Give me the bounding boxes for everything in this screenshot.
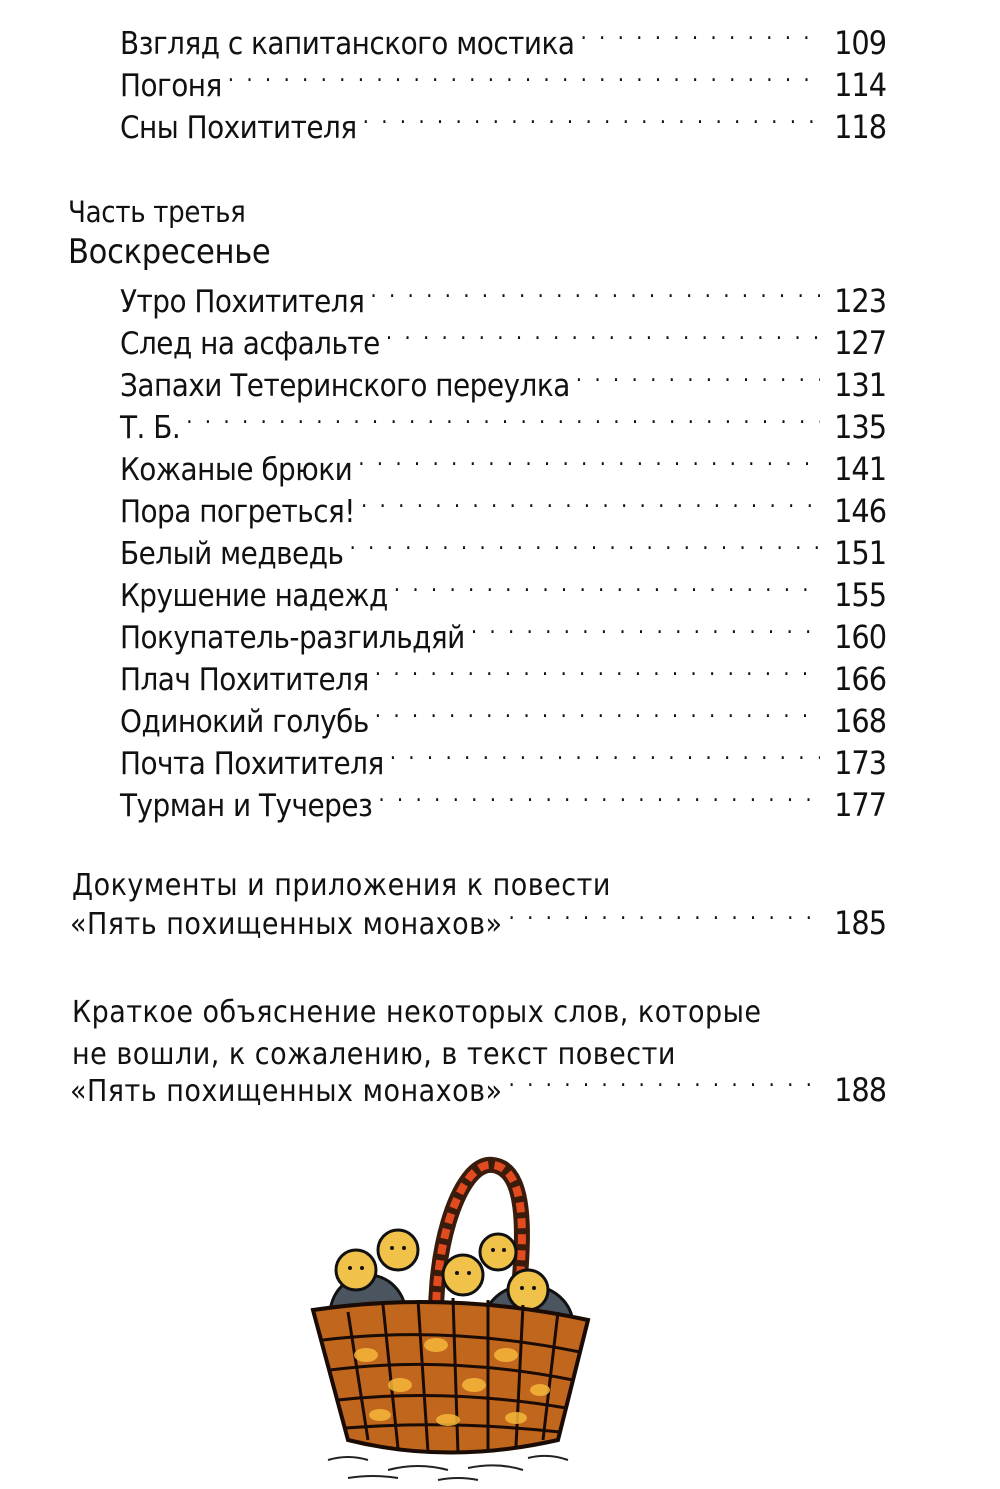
leader-dots	[509, 903, 821, 934]
leader-dots	[228, 65, 820, 96]
toc-entry-page: 151	[834, 534, 886, 572]
toc-entry-page: 114	[834, 66, 886, 104]
toc-entry-title: Сны Похитителя	[120, 110, 357, 146]
toc-entry-page: 123	[834, 282, 886, 320]
toc-entry-title: Погоня	[120, 68, 222, 104]
toc-entry-page: 135	[834, 408, 886, 446]
toc-entry-page: 185	[834, 904, 886, 942]
leader-dots	[370, 281, 820, 312]
toc-entry-page: 160	[834, 618, 886, 656]
toc-entry[interactable]	[120, 742, 886, 785]
toc-entry-title: Взгляд с капитанского мостика	[120, 26, 575, 62]
leader-dots	[394, 575, 820, 606]
toc-entry[interactable]	[120, 658, 886, 701]
toc-entry[interactable]	[120, 406, 886, 449]
leader-dots	[386, 323, 820, 354]
toc-entry-title: Покупатель-разгильдяй	[120, 620, 465, 656]
toc-entry-title: «Пять похищенных монахов»	[70, 1074, 503, 1109]
toc-entry[interactable]	[120, 280, 886, 323]
leader-dots	[375, 701, 820, 732]
leader-dots	[576, 365, 820, 396]
part-title: Воскресенье	[68, 232, 271, 272]
toc-entry-page: 131	[834, 366, 886, 404]
toc-entry[interactable]	[120, 22, 886, 65]
glossary-title-line2: не вошли, к сожалению, в текст повести	[72, 1037, 676, 1072]
leader-dots	[390, 743, 820, 774]
toc-entry-title: Белый медведь	[120, 536, 344, 572]
part-label: Часть третья	[68, 195, 246, 229]
toc-entry[interactable]	[120, 700, 886, 743]
toc-entry[interactable]	[120, 322, 886, 365]
toc-entry[interactable]	[120, 784, 886, 827]
toc-entry-page: 168	[834, 702, 886, 740]
toc-entry[interactable]	[120, 106, 886, 149]
leader-dots	[358, 449, 820, 480]
toc-entry-page: 188	[834, 1071, 886, 1109]
leader-dots	[509, 1070, 821, 1101]
toc-entry-page: 118	[834, 108, 886, 146]
toc-entry[interactable]	[120, 64, 886, 107]
toc-entry-page: 177	[834, 786, 886, 824]
toc-entry-title: Т. Б.	[120, 410, 181, 446]
documents-title-line1: Документы и приложения к повести	[72, 868, 611, 903]
toc-entry-page: 127	[834, 324, 886, 362]
leader-dots	[349, 533, 820, 564]
leader-dots	[375, 659, 820, 690]
toc-entry-title: Турман и Тучерез	[120, 788, 373, 824]
toc-entry[interactable]	[120, 490, 886, 533]
toc-entry-title: Запахи Тетеринского переулка	[120, 368, 570, 404]
ground-scribble	[328, 1456, 568, 1480]
toc-entry-page: 146	[834, 492, 886, 530]
toc-entry-page: 173	[834, 744, 886, 782]
toc-entry-page: 109	[834, 24, 886, 62]
toc-entry[interactable]	[120, 364, 886, 407]
toc-entry-glossary[interactable]	[70, 1069, 886, 1113]
toc-entry-title: «Пять похищенных монахов»	[70, 907, 503, 942]
leader-dots	[361, 491, 820, 522]
toc-entry[interactable]	[120, 448, 886, 491]
toc-entry[interactable]	[120, 532, 886, 575]
toc-entry-title: Почта Похитителя	[120, 746, 384, 782]
glossary-title-line1: Краткое объяснение некоторых слов, которые	[72, 995, 762, 1030]
leader-dots	[471, 617, 820, 648]
basket-with-monks-illustration	[288, 1140, 608, 1485]
leader-dots	[186, 407, 820, 438]
toc-entry-title: Крушение надежд	[120, 578, 388, 614]
toc-entry-page: 166	[834, 660, 886, 698]
toc-entry-title: Кожаные брюки	[120, 452, 353, 488]
leader-dots	[580, 23, 820, 54]
toc-entry-documents[interactable]	[70, 902, 886, 946]
leader-dots	[378, 785, 820, 816]
toc-entry-page: 155	[834, 576, 886, 614]
toc-entry-page: 141	[834, 450, 886, 488]
toc-entry[interactable]	[120, 574, 886, 617]
leader-dots	[363, 107, 820, 138]
toc-entry-title: Пора погреться!	[120, 494, 355, 530]
toc-entry-title: Утро Похитителя	[120, 284, 365, 320]
toc-entry-title: Одинокий голубь	[120, 704, 369, 740]
toc-entry-title: След на асфальте	[120, 326, 380, 362]
toc-entry[interactable]	[120, 616, 886, 659]
toc-entry-title: Плач Похитителя	[120, 662, 369, 698]
